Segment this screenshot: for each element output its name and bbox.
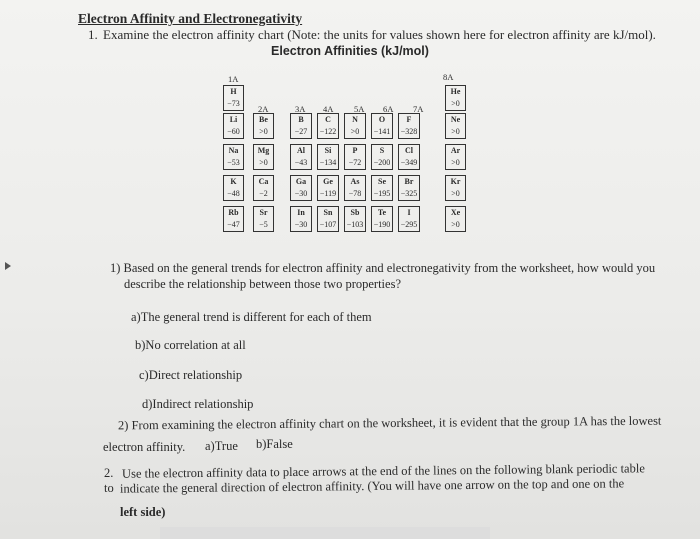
element-symbol: Mg — [257, 146, 270, 155]
group-label-7a: 7A — [413, 104, 424, 114]
question1-line1: 1) Based on the general trends for electron affinity and electronegativity from the worksheet, how would you — [110, 261, 656, 275]
element-symbol: Li — [229, 115, 238, 124]
question1-line2: describe the relationship between those two properties? — [124, 277, 401, 291]
chart-title: Electron Affinities (kJ/mol) — [271, 44, 429, 58]
answer-option-a[interactable]: a)The general trend is different for each of them — [131, 310, 372, 324]
element-symbol: P — [352, 146, 358, 155]
element-cell — [223, 206, 244, 232]
element-value: −195 — [373, 189, 391, 198]
element-cell — [371, 206, 393, 232]
element-value: >0 — [259, 127, 268, 136]
element-value: −122 — [319, 127, 337, 136]
element-symbol: S — [379, 146, 385, 155]
answer-option-d[interactable]: d)Indirect relationship — [142, 397, 254, 411]
answer-option-c[interactable]: c)Direct relationship — [139, 368, 243, 382]
element-cell — [371, 113, 393, 139]
element-cell — [445, 206, 466, 232]
element-cell — [290, 144, 312, 170]
collapse-arrow-icon[interactable] — [5, 262, 11, 270]
element-value: −103 — [346, 220, 364, 229]
element-value: >0 — [451, 220, 460, 229]
element-cell — [253, 144, 274, 170]
group-label-1a: 1A — [228, 74, 239, 84]
element-value: −349 — [400, 158, 418, 167]
item1-text: Examine the electron affinity chart (Note: the units for values shown here for electron affinity are kJ/mol). — [103, 27, 656, 42]
element-cell — [445, 85, 466, 111]
answer-option-b[interactable]: b)No correlation at all — [135, 338, 246, 352]
element-cell — [445, 113, 466, 139]
element-symbol: Ga — [295, 177, 307, 186]
item2-line1: Use the electron affinity data to place arrows at the end of the lines on the following blank periodic table — [121, 461, 645, 481]
item2-number: 2. — [104, 466, 114, 480]
element-cell — [344, 175, 366, 201]
element-symbol: F — [406, 115, 412, 124]
element-symbol: Be — [259, 115, 268, 124]
element-value: −72 — [348, 158, 362, 167]
element-value: −5 — [259, 220, 268, 229]
element-value: >0 — [451, 127, 460, 136]
element-symbol: Na — [228, 146, 239, 155]
element-cell — [290, 175, 312, 201]
element-symbol: Kr — [450, 177, 461, 186]
element-symbol: I — [407, 208, 411, 217]
element-cell — [445, 144, 466, 170]
element-cell — [344, 144, 366, 170]
element-value: −73 — [227, 99, 240, 108]
element-cell — [398, 206, 420, 232]
group-label-2a: 2A — [258, 104, 269, 114]
element-value: −134 — [319, 158, 337, 167]
element-value: −119 — [319, 189, 337, 198]
element-symbol: B — [298, 115, 304, 124]
group-label-3a: 3A — [295, 104, 306, 114]
element-cell — [398, 144, 420, 170]
element-symbol: In — [297, 208, 305, 217]
element-symbol: Sb — [350, 208, 360, 217]
element-value: −78 — [348, 189, 362, 198]
element-symbol: C — [325, 115, 331, 124]
element-symbol: Si — [324, 146, 332, 155]
electron-affinity-table — [220, 70, 470, 240]
element-value: >0 — [451, 189, 460, 198]
element-value: −107 — [319, 220, 337, 229]
element-symbol: Ne — [450, 115, 461, 124]
element-cell — [253, 175, 274, 201]
element-symbol: Se — [378, 177, 386, 186]
element-cell — [253, 113, 274, 139]
element-value: −141 — [373, 127, 391, 136]
element-symbol: Al — [297, 146, 305, 155]
element-value: −328 — [400, 127, 418, 136]
element-value: −295 — [400, 220, 418, 229]
element-value: >0 — [350, 127, 360, 136]
element-value: −53 — [227, 158, 240, 167]
item1-number: 1. — [88, 27, 98, 42]
element-cell — [317, 206, 339, 232]
element-value: >0 — [259, 158, 268, 167]
question2-option-true[interactable]: a)True — [205, 439, 238, 453]
element-value: −200 — [373, 158, 391, 167]
question2-line2: electron affinity. — [103, 440, 186, 454]
group-label-6a: 6A — [383, 104, 394, 114]
element-cell — [223, 113, 244, 139]
element-cell — [398, 113, 420, 139]
element-cell — [223, 85, 244, 111]
element-value: >0 — [451, 99, 460, 108]
group-label-8a: 8A — [443, 72, 454, 82]
element-symbol: O — [378, 115, 386, 124]
element-symbol: He — [450, 87, 461, 96]
element-symbol: Rb — [228, 208, 239, 217]
element-symbol: Cl — [405, 146, 413, 155]
element-cell — [398, 175, 420, 201]
element-symbol: Ar — [450, 146, 461, 155]
element-cell — [344, 113, 366, 139]
element-symbol: N — [352, 115, 358, 124]
element-cell — [223, 175, 244, 201]
element-cell — [317, 175, 339, 201]
question2-option-false[interactable]: b)False — [256, 437, 293, 451]
item2-line3: left side) — [120, 505, 166, 519]
element-cell — [317, 144, 339, 170]
element-cell — [371, 175, 393, 201]
element-value: −48 — [227, 189, 240, 198]
element-symbol: Sr — [259, 208, 268, 217]
item2-line2: indicate the general direction of electron affinity. (You will have one arrow on the top and one on the — [119, 476, 625, 496]
element-cell — [290, 206, 312, 232]
element-symbol: Ca — [258, 177, 269, 186]
group-label-5a: 5A — [354, 104, 365, 114]
element-symbol: Xe — [450, 208, 461, 217]
element-cell — [223, 144, 244, 170]
element-symbol: As — [350, 177, 360, 186]
element-symbol: Br — [404, 177, 414, 186]
element-symbol: H — [230, 87, 237, 96]
element-value: −43 — [294, 158, 308, 167]
group-label-4a: 4A — [323, 104, 334, 114]
question2-line1: 2) From examining the electron affinity chart on the worksheet, it is evident that the group 1A has the lowest — [117, 413, 662, 433]
element-value: −47 — [227, 220, 240, 229]
element-value: >0 — [451, 158, 460, 167]
element-value: −325 — [400, 189, 418, 198]
element-value: −60 — [227, 127, 240, 136]
element-cell — [445, 175, 466, 201]
element-value: −190 — [373, 220, 391, 229]
element-cell — [253, 206, 274, 232]
item2-to: to — [104, 481, 114, 495]
element-cell — [371, 144, 393, 170]
element-value: −30 — [294, 189, 308, 198]
element-value: −2 — [259, 189, 268, 198]
page-title: Electron Affinity and Electronegativity — [78, 11, 303, 26]
element-value: −30 — [294, 220, 308, 229]
element-symbol: Sn — [323, 208, 333, 217]
element-symbol: K — [230, 177, 237, 186]
element-symbol: Ge — [323, 177, 333, 186]
element-cell — [290, 113, 312, 139]
element-value: −27 — [294, 127, 308, 136]
element-symbol: Te — [377, 208, 387, 217]
element-cell — [317, 113, 339, 139]
page-bottom-shadow — [160, 527, 490, 539]
element-cell — [344, 206, 366, 232]
